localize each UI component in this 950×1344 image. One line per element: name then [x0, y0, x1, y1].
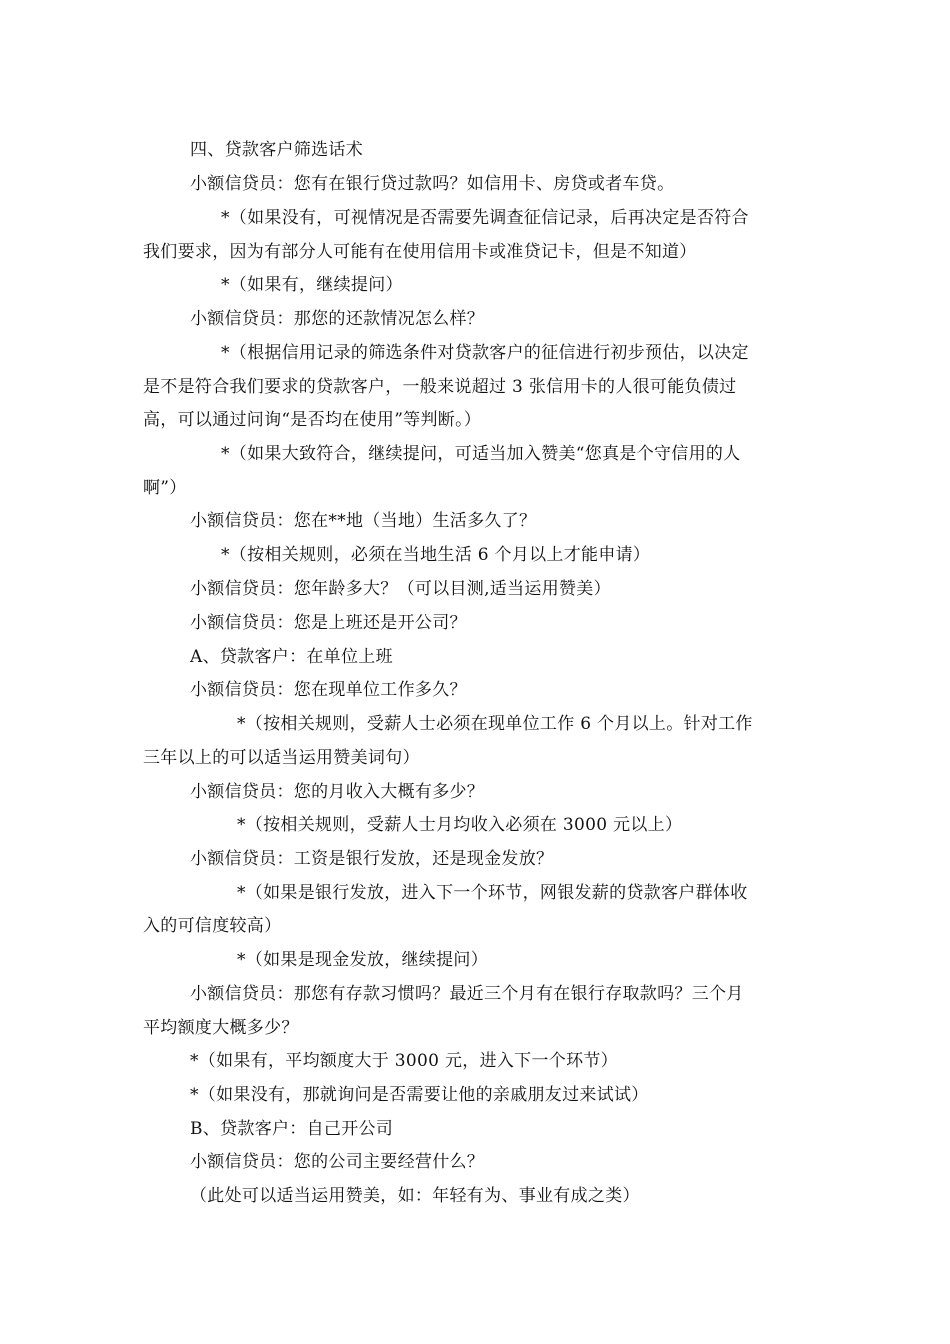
note-line: *（如果是现金发放，继续提问） — [237, 950, 488, 970]
note-line: *（根据信用记录的筛选条件对贷款客户的征信进行初步预估，以决定 — [221, 343, 749, 363]
note-line: 入的可信度较高） — [143, 916, 282, 936]
dialogue-line: 小额信贷员：您在**地（当地）生活多久了？ — [190, 511, 537, 531]
note-line: *（如果大致符合，继续提问，可适当加入赞美“您真是个守信用的人 — [221, 444, 741, 464]
dialogue-line: 平均额度大概多少？ — [143, 1018, 299, 1038]
dialogue-line: 小额信贷员：您年龄多大？（可以目测,适当运用赞美） — [190, 579, 611, 599]
note-line: 三年以上的可以适当运用赞美词句） — [143, 748, 420, 768]
dialogue-line: 小额信贷员：那您的还款情况怎么样？ — [190, 309, 485, 329]
note-line: *（如果没有，那就询问是否需要让他的亲戚朋友过来试试） — [190, 1085, 649, 1105]
note-line: （此处可以适当运用赞美，如：年轻有为、事业有成之类） — [190, 1186, 640, 1206]
section-heading: 四、贷款客户筛选话术 — [190, 140, 363, 160]
subsection-heading: A、贷款客户：在单位上班 — [190, 647, 393, 667]
note-line: *（按相关规则，必须在当地生活 6 个月以上才能申请） — [221, 545, 651, 565]
dialogue-line: 小额信贷员：您在现单位工作多久？ — [190, 680, 467, 700]
note-line: 我们要求，因为有部分人可能有在使用信用卡或准贷记卡，但是不知道） — [143, 242, 697, 262]
dialogue-line: 小额信贷员：您的公司主要经营什么？ — [190, 1152, 485, 1172]
note-line: 啊”） — [143, 478, 187, 498]
note-line: *（按相关规则，受薪人士月均收入必须在 3000 元以上） — [237, 815, 683, 835]
dialogue-line: 小额信贷员：您是上班还是开公司？ — [190, 613, 467, 633]
dialogue-line: 小额信贷员：您有在银行贷过款吗？如信用卡、房贷或者车贷。 — [190, 174, 675, 194]
note-line: *（如果有，平均额度大于 3000 元，进入下一个环节） — [190, 1051, 618, 1071]
note-line: *（如果没有，可视情况是否需要先调查征信记录，后再决定是否符合 — [221, 208, 749, 228]
dialogue-line: 小额信贷员：您的月收入大概有多少？ — [190, 782, 485, 802]
dialogue-line: 小额信贷员：那您有存款习惯吗？最近三个月有在银行存取款吗？三个月 — [190, 984, 744, 1004]
subsection-heading: B、贷款客户：自己开公司 — [190, 1119, 394, 1139]
note-line: 高，可以通过问询“是否均在使用”等判断。） — [143, 410, 482, 430]
note-line: *（按相关规则，受薪人士必须在现单位工作 6 个月以上。针对工作 — [237, 714, 753, 734]
dialogue-line: 小额信贷员：工资是银行发放，还是现金发放？ — [190, 849, 554, 869]
note-line: 是不是符合我们要求的贷款客户，一般来说超过 3 张信用卡的人很可能负债过 — [143, 377, 737, 397]
note-line: *（如果有，继续提问） — [221, 275, 403, 295]
note-line: *（如果是银行发放，进入下一个环节，网银发薪的贷款客户群体收 — [237, 883, 748, 903]
